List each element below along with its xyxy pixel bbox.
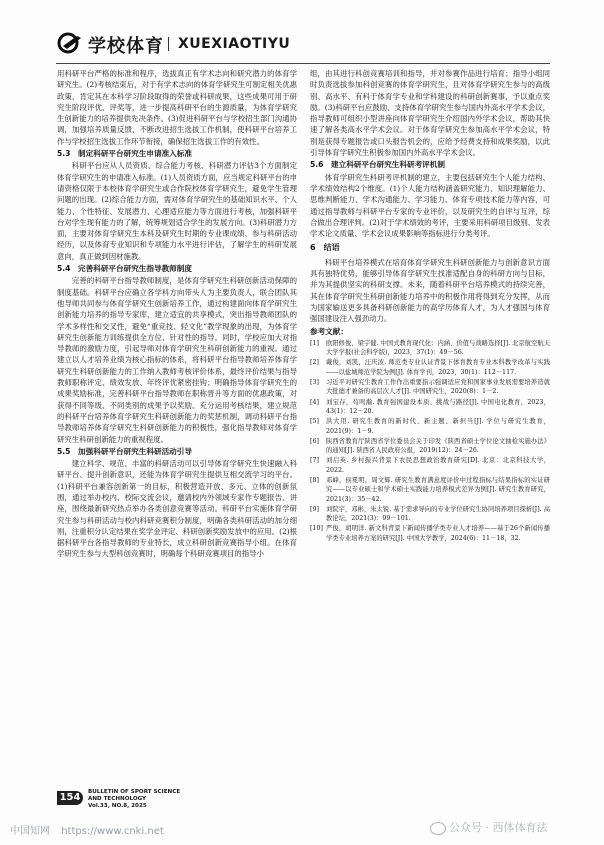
journal-footer — [88, 789, 180, 809]
paragraph: 科研平台应从人员资质、综合能力考核、科研潜力评估3个方面制定体育学研究生的申请准入标准。(1)人员资质方面，应当规定科研平台的申请资格仅限于本校体育学研究生或合作院校体育学研究生，避免学生管理问题的出现。(2)综合能力方面，需对体育学研究生的基础知识水平、个人能力、个性特征、发展潜力、心理适应能力等方面进行考核，加强科研平台对学生现有能力的了解，统筹规划适合学生的发展方向。(3)科研潜力方面，主要对体育学研究生本科及研究生时期的专业课成绩、参与科研活动经历，以及体育专业知识和专项能力水平进行评估，了解学生的科研发展意向，真正做到因材施教。 — [57, 161, 297, 261]
reference-number: [3] — [310, 379, 319, 387]
left-column — [57, 68, 297, 560]
reference-item — [310, 476, 550, 504]
reference-number: [5] — [310, 418, 319, 426]
section-heading-6: 6 结语 — [310, 243, 340, 253]
cnki-url: https://www.cnki.net — [61, 826, 164, 837]
section-heading-5-4: 5.4 完善科研平台研究生指导教师制度 — [57, 264, 192, 274]
section-heading-5-6: 5.6 建立科研平台研究生科研考评机制 — [310, 160, 445, 170]
header-rule — [56, 63, 550, 64]
reference-item — [310, 524, 550, 543]
reference-item — [310, 417, 550, 436]
reference-item — [310, 398, 550, 417]
page-number: 154 — [57, 791, 83, 805]
reference-text: 刘宝存，苟鸣瀚. 教育强国建设本质、挑战与路径[J]. 中国电化教育，2023，43(1)：12－20. — [326, 398, 550, 415]
reference-number: [9] — [310, 505, 319, 513]
section-heading-5-3: 5.3 制定科研平台研究生申请准入标准 — [57, 149, 192, 159]
reference-number: [8] — [310, 476, 319, 484]
reference-text: 陕西省教育厅陕西省学位委员会关于印发《陕西省硕士学位论文抽检实施办法》的通知[J]. 陕西省人民政府公报，2019(12)：24－26. — [326, 437, 550, 455]
wechat-account: 公众号 · 西体体育法 — [449, 821, 548, 834]
reference-item — [310, 437, 550, 456]
journal-logo-english: XUEXIAOTIYU — [178, 36, 291, 52]
reference-text: 欧阳修俊，梁宇健. 中国式教育现代化：内涵、价值与战略选择[J]. 北京航空航天大学学报(社会科学版)，2023，37(1)：49－56. — [326, 339, 550, 357]
reference-text: 刘启英. 乡村振兴背景下农民思想政治教育研究[D]. 北京：北京科技大学，2022. — [326, 457, 550, 474]
reference-number: [7] — [310, 457, 319, 465]
paragraph: 用科研平台严格的标准和程序，选拔真正有学术志向和研究潜力的体育学研究生。(2)考核结束后，对于有学术志向的体育学研究生可制定相关优惠政策，肯定其在本科学习阶段取得的荣誉或科研成果，这些成果可用于研究生阶段评优、评奖等，进一步提高科研平台的生源质量，为体育学研究生创新能力的培养提供先决条件。(3)促进科研平台与学校招生部门沟通协调，加强培养质量反馈，不断改进招生选拔工作机制，使科研平台培养工作与学校招生选拔工作环节衔接，确保招生选拔工作的有效性。 — [57, 69, 297, 146]
reference-text: 习近平对研究生教育工作作出重要指示强调适应党和国家事业发展需要培养造就大批德才兼备的高层次人才[J]. 中国研究生，2020(8)：1－2. — [326, 379, 550, 396]
logo-divider — [168, 37, 169, 51]
reference-text: 邓峰，侯冕明，周文辉. 研究生教育满意度评价中过程指标与结果指标的实证研究——以专业硕士和学术硕士实践能力培养模式差异为例[J]. 研究生教育研究，2021(3)：35－42. — [326, 476, 550, 503]
reference-number: [4] — [310, 398, 319, 406]
reference-number: [1] — [310, 339, 319, 347]
reference-item — [310, 339, 550, 358]
wechat-icon — [430, 822, 446, 835]
paragraph: 体育学研究生科研考评机制的建立，主要包括研究生个人能力结构、学术绩效结构2个维度。(1)个人能力结构涵盖研究能力、知识理解能力、思维判断能力、学术沟通能力、学习能力、体育专项技术能力等内容，可通过指导教师与科研平台专家的专业评价，以及研究生的自评与互评，综合做出合理评判。(2)对于学术绩效的考评，主要采用科研项目级别、发表学术论文质量、学术会议成果影响等指标进行分类考评。 — [310, 172, 550, 239]
reference-text: 洪大用. 研究生教育的新时代、新主题、新担当[J]. 学位与研究生教育，2021(9)：1－9. — [326, 418, 550, 435]
reference-item — [310, 378, 550, 397]
reference-number: [10] — [310, 525, 323, 533]
paragraph: 建立科学、规范、丰富的科研活动可以引导体育学研究生快速融入科研平台、提升创新意识，还能为体育学研究生提供互相交流学习的平台。(1)科研平台兼容创新第一的目标，积极营造开放、多元、立体的创新氛围，通过举办校内、校际交流会议，邀请校内外领域专家作专题报告、讲座，围绕最新研究热点举办各类创意竞赛等活动。科研平台实施体育学研究生参与科研活动与校内科研竞赛积分制度，明确各类科研活动的加分细则，注重积分认定结果在奖学金评定、科研创新奖励发放中的应用。(2)根据科研平台各指导教师的专业特长，成立科研创新竞赛指导小组。在体育学研究生参与大型科创竞赛时，明确每个科研竞赛项目的指导小 — [57, 459, 297, 559]
section-heading-5-5: 5.5 加强科研平台研究生科研活动引导 — [57, 446, 192, 456]
reference-number: [6] — [310, 437, 319, 445]
right-column — [310, 68, 550, 544]
reference-item — [310, 505, 550, 524]
reference-item — [310, 456, 550, 475]
cnki-watermark — [10, 822, 172, 837]
journal-logo-chinese: 学校体育 — [88, 36, 164, 57]
reference-list — [310, 339, 550, 543]
journal-logo-icon — [57, 32, 83, 54]
reference-item — [310, 358, 550, 377]
reference-number: [2] — [310, 359, 319, 367]
wechat-watermark — [430, 819, 548, 835]
reference-text: 戴俊，刘凯，汪庆波. 师范类专业认证背景下体育教育专业本科教学改革与实践——以盐城师范学院为例[J]. 体育学刊，2023，30(1)：112－117. — [326, 359, 550, 376]
reference-text: 严俊，胡明洋. 新文科背景下新闻传播学类专业人才培养——基于26个新闻传播学类专业培养方案的研究[J]. 中国大学教学，2024(6)：11－18，32. — [326, 525, 550, 542]
paragraph: 完善的科研平台指导教师制度，是体育学研究生科研创新活动保障的制度基础。科研平台应确立各学科方向带头人为主要负责人，联合团队其他导师共同参与体育学研究生创新培养工作，通过构建面向体育学研究生创新能力培养的指导专家库，建立适宜的共享模式，突出指导教师团队的学术多样性和交叉性，避免“重竞技、轻文化”教学现象的出现，为体育学研究生创新能力训练提供全方位、针对性的指导。同时，学校应加大对指导教师的激励力度，引起导师对体育学研究生科研创新能力的重视。通过建立以人才培养业绩为核心指标的体系，将科研平台指导教师培养体育学研究生科研创新能力的工作纳入教师考核评价体系，最终评价结果与指导教师职称评定、绩效发放、年终评优紧密挂钩；明确指导体育学研究生的成果奖励标准，完善科研平台指导教师在职称晋升等方面的优惠政策，对获得不同等级、不同类别的成果予以奖励。充分运用考核结果，建立规范的科研平台培养体育学研究生科研创新能力的奖惩机制，调动科研平台指导教师培养体育学研究生科研创新能力的积极性，强化指导教师对体育学研究生科研创新能力的重视程度。 — [57, 276, 297, 444]
cnki-name: 中国知网 — [10, 826, 50, 837]
paragraph: 科研平台培养模式在培育体育学研究生科研创新能力与创新意识方面具有独特优势，能够引导体育学研究生找准适配自身的科研方向与目标，并为其提供坚实的科研支撑。未来，随着科研平台培养模式的持续完善，其在体育学研究生科研创新能力培养中的积极作用将得到充分发挥，从而为国家输送更多具备科研创新能力的高学历体育人才，为人才强国与体育强国建设注入强劲动力。 — [310, 257, 550, 324]
journal-name-line-2: AND TECHNOLOGY — [88, 795, 147, 802]
references-title: 参考文献： — [310, 326, 348, 336]
journal-name-line-1: BULLETIN OF SPORT SCIENCE — [88, 789, 181, 795]
journal-volume: Vol.33, NO.8, 2025 — [88, 802, 147, 809]
journal-header — [0, 28, 604, 60]
reference-text: 刘院宇，邓彬，朱太锐. 基于需求导向的专业学位研究生协同培养项目探析[J]. 高教论坛，2021(3)：99－101. — [326, 505, 550, 523]
paragraph: 组，由其进行科创竞赛培训和指导，并对参赛作品进行培育；指导小组同时负责选拔参加科创竞赛的体育学研究生，且对体育学研究生参与的高级别、高水平、有科于体育学专业和学科建设的科研创新赛事，予以重点奖励。(3)科研平台应鼓励、支持体育学研究生参与国内外高水平学术会议，指导教师可组织小型讲座向体育学研究生介绍国内外学术会议，帮助其快速了解各类高水平学术会议。对于体育学研究生参加高水平学术会议，特别是获得专题报告或口头报告机会的，应给予经费支持和成果奖励，以此引导体育学研究生积极参加国内外高水平学术会议。 — [310, 69, 550, 158]
